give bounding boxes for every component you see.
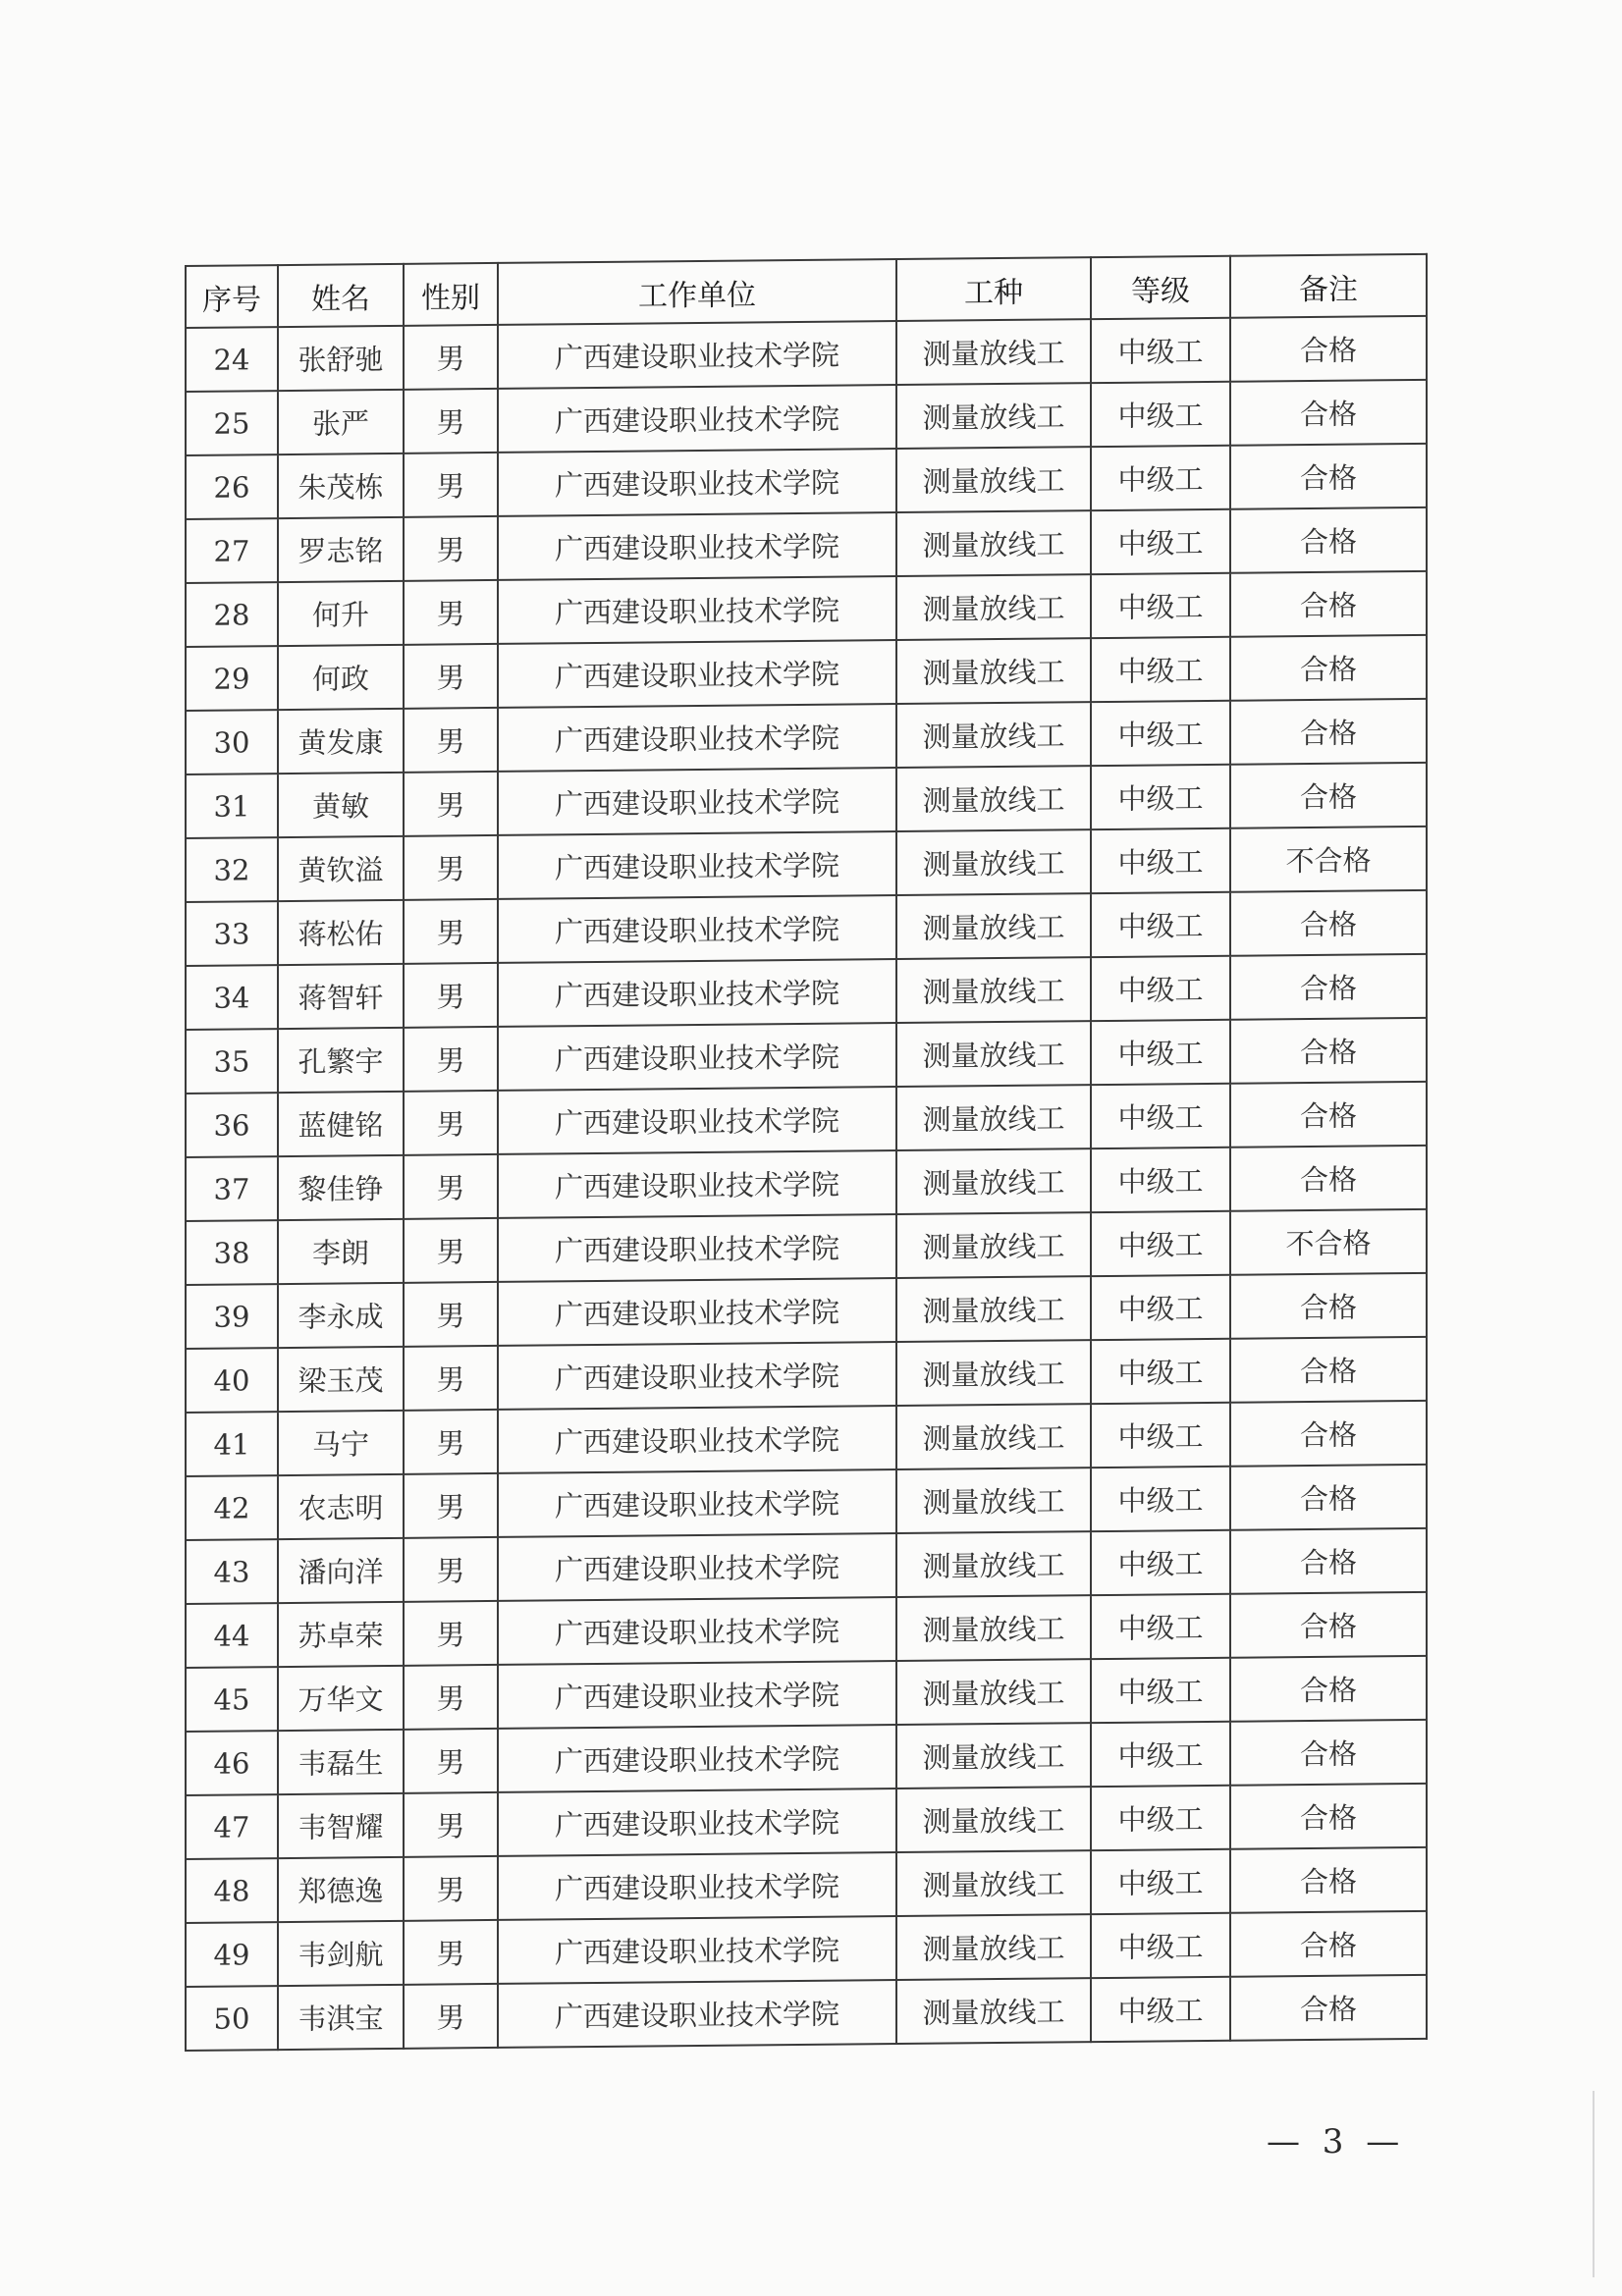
cell-gender: 男 — [404, 963, 498, 1028]
cell-name: 韦智耀 — [278, 1793, 404, 1858]
cell-remarks: 合格 — [1230, 699, 1427, 765]
cell-serial-no: 37 — [186, 1156, 278, 1221]
cell-trade: 测量放线工 — [896, 319, 1091, 385]
cell-trade: 测量放线工 — [896, 1340, 1091, 1406]
cell-name: 黄敏 — [278, 773, 404, 837]
cell-level: 中级工 — [1091, 1084, 1230, 1148]
cell-trade: 测量放线工 — [896, 1404, 1091, 1469]
cell-gender: 男 — [404, 1027, 498, 1092]
cell-level: 中级工 — [1091, 828, 1230, 893]
cell-level: 中级工 — [1091, 637, 1230, 702]
table-row — [186, 1720, 1427, 1795]
cell-trade: 测量放线工 — [896, 1914, 1091, 1980]
cell-gender: 男 — [404, 516, 498, 581]
cell-workplace: 广西建设职业技术学院 — [498, 640, 896, 708]
table-row — [186, 1847, 1427, 1923]
cell-remarks: 合格 — [1230, 1082, 1427, 1148]
cell-gender: 男 — [404, 1984, 498, 2049]
cell-level: 中级工 — [1091, 446, 1230, 510]
cell-name: 韦磊生 — [278, 1730, 404, 1794]
cell-remarks: 合格 — [1230, 1465, 1427, 1530]
cell-workplace: 广西建设职业技术学院 — [498, 1342, 896, 1410]
table-row — [186, 1528, 1427, 1604]
cell-level: 中级工 — [1091, 509, 1230, 574]
cell-gender: 男 — [404, 1473, 498, 1538]
cell-serial-no: 27 — [186, 518, 278, 583]
cell-gender: 男 — [404, 580, 498, 645]
cell-name: 农志明 — [278, 1474, 404, 1539]
cell-gender: 男 — [404, 1410, 498, 1474]
cell-gender: 男 — [404, 1856, 498, 1921]
cell-trade: 测量放线工 — [896, 1659, 1091, 1725]
header-trade: 工种 — [896, 257, 1091, 321]
cell-workplace: 广西建设职业技术学院 — [498, 1916, 896, 1984]
table-row — [186, 571, 1427, 647]
cell-remarks: 合格 — [1230, 1911, 1427, 1977]
cell-remarks: 合格 — [1230, 890, 1427, 956]
cell-workplace: 广西建设职业技术学院 — [498, 321, 896, 389]
cell-level: 中级工 — [1091, 318, 1230, 383]
table-row — [186, 1082, 1427, 1157]
cell-name: 苏卓荣 — [278, 1602, 404, 1667]
cell-workplace: 广西建设职业技术学院 — [498, 959, 896, 1027]
cell-gender: 男 — [404, 1091, 498, 1155]
cell-level: 中级工 — [1091, 1020, 1230, 1085]
cell-workplace: 广西建设职业技术学院 — [498, 704, 896, 772]
cell-level: 中级工 — [1091, 1849, 1230, 1914]
cell-gender: 男 — [404, 772, 498, 836]
cell-serial-no: 41 — [186, 1412, 278, 1476]
cell-remarks: 合格 — [1230, 1720, 1427, 1786]
cell-workplace: 广西建设职业技术学院 — [498, 831, 896, 899]
cell-trade: 测量放线工 — [896, 893, 1091, 959]
cell-remarks: 合格 — [1230, 571, 1427, 637]
cell-workplace: 广西建设职业技术学院 — [498, 1533, 896, 1601]
cell-remarks: 合格 — [1230, 1656, 1427, 1722]
table-row — [186, 1975, 1427, 2051]
cell-workplace: 广西建设职业技术学院 — [498, 449, 896, 516]
page-number: — 3 — — [1267, 2122, 1406, 2162]
cell-name: 黎佳铮 — [278, 1155, 404, 1220]
cell-remarks: 合格 — [1230, 1975, 1427, 2041]
cell-trade: 测量放线工 — [896, 1595, 1091, 1661]
cell-gender: 男 — [404, 1601, 498, 1666]
table-row — [186, 954, 1427, 1030]
header-level: 等级 — [1091, 256, 1230, 319]
cell-serial-no: 39 — [186, 1284, 278, 1349]
cell-serial-no: 24 — [186, 327, 278, 392]
cell-trade: 测量放线工 — [896, 1276, 1091, 1342]
table-row — [186, 444, 1427, 519]
table-row — [186, 1465, 1427, 1540]
cell-name: 蓝健铭 — [278, 1092, 404, 1156]
cell-level: 中级工 — [1091, 1658, 1230, 1723]
cell-trade: 测量放线工 — [896, 383, 1091, 449]
cell-remarks: 合格 — [1230, 1784, 1427, 1849]
cell-workplace: 广西建设职业技术学院 — [498, 1214, 896, 1282]
cell-gender: 男 — [404, 1154, 498, 1219]
cell-trade: 测量放线工 — [896, 1787, 1091, 1852]
cell-gender: 男 — [404, 1665, 498, 1730]
roster-table — [185, 253, 1428, 2052]
cell-remarks: 合格 — [1230, 1847, 1427, 1913]
cell-name: 黄发康 — [278, 709, 404, 774]
cell-workplace: 广西建设职业技术学院 — [498, 1597, 896, 1665]
cell-trade: 测量放线工 — [896, 1531, 1091, 1597]
cell-name: 郑德逸 — [278, 1857, 404, 1922]
cell-workplace: 广西建设职业技术学院 — [498, 1278, 896, 1346]
cell-remarks: 合格 — [1230, 1401, 1427, 1467]
cell-name: 何政 — [278, 645, 404, 710]
cell-gender: 男 — [404, 1346, 498, 1411]
cell-trade: 测量放线工 — [896, 829, 1091, 895]
cell-level: 中级工 — [1091, 1594, 1230, 1659]
cell-serial-no: 28 — [186, 582, 278, 647]
cell-gender: 男 — [404, 835, 498, 900]
cell-level: 中级工 — [1091, 956, 1230, 1021]
cell-remarks: 不合格 — [1230, 827, 1427, 892]
cell-name: 蒋智轩 — [278, 964, 404, 1029]
cell-serial-no: 25 — [186, 391, 278, 455]
cell-workplace: 广西建设职业技术学院 — [498, 1023, 896, 1091]
cell-trade: 测量放线工 — [896, 447, 1091, 512]
cell-name: 李朗 — [278, 1219, 404, 1284]
cell-workplace: 广西建设职业技术学院 — [498, 1469, 896, 1537]
cell-workplace: 广西建设职业技术学院 — [498, 1150, 896, 1218]
cell-level: 中级工 — [1091, 892, 1230, 957]
cell-gender: 男 — [404, 899, 498, 964]
table-row — [186, 890, 1427, 966]
cell-remarks: 合格 — [1230, 1146, 1427, 1211]
cell-remarks: 合格 — [1230, 763, 1427, 828]
table-row — [186, 1911, 1427, 1987]
cell-serial-no: 29 — [186, 646, 278, 711]
cell-workplace: 广西建设职业技术学院 — [498, 768, 896, 835]
cell-trade: 测量放线工 — [896, 1212, 1091, 1278]
cell-level: 中级工 — [1091, 382, 1230, 447]
cell-workplace: 广西建设职业技术学院 — [498, 1406, 896, 1473]
cell-serial-no: 46 — [186, 1731, 278, 1795]
cell-serial-no: 48 — [186, 1858, 278, 1923]
cell-serial-no: 38 — [186, 1220, 278, 1285]
cell-workplace: 广西建设职业技术学院 — [498, 1661, 896, 1729]
table-body — [186, 316, 1427, 2051]
cell-level: 中级工 — [1091, 701, 1230, 766]
cell-name: 何升 — [278, 581, 404, 646]
table-row — [186, 1784, 1427, 1859]
cell-trade: 测量放线工 — [896, 1085, 1091, 1150]
cell-level: 中级工 — [1091, 1148, 1230, 1212]
cell-trade: 测量放线工 — [896, 1468, 1091, 1533]
table-row — [186, 827, 1427, 902]
cell-serial-no: 30 — [186, 710, 278, 774]
table-row — [186, 1592, 1427, 1668]
cell-level: 中级工 — [1091, 1467, 1230, 1531]
cell-serial-no: 44 — [186, 1603, 278, 1668]
cell-serial-no: 49 — [186, 1922, 278, 1987]
cell-serial-no: 50 — [186, 1986, 278, 2051]
table-row — [186, 1146, 1427, 1221]
cell-workplace: 广西建设职业技术学院 — [498, 1980, 896, 2048]
cell-remarks: 合格 — [1230, 635, 1427, 701]
cell-workplace: 广西建设职业技术学院 — [498, 1789, 896, 1856]
cell-trade: 测量放线工 — [896, 1021, 1091, 1087]
cell-gender: 男 — [404, 708, 498, 773]
table-row — [186, 507, 1427, 583]
cell-workplace: 广西建设职业技术学院 — [498, 576, 896, 644]
cell-gender: 男 — [404, 389, 498, 454]
cell-name: 张舒驰 — [278, 326, 404, 391]
cell-remarks: 合格 — [1230, 1273, 1427, 1339]
table-row — [186, 1209, 1427, 1285]
scan-edge-mark — [1593, 2091, 1595, 2277]
table-row — [186, 1401, 1427, 1476]
cell-level: 中级工 — [1091, 1339, 1230, 1404]
cell-name: 蒋松佑 — [278, 900, 404, 965]
table-row — [186, 1337, 1427, 1413]
cell-serial-no: 26 — [186, 454, 278, 519]
cell-trade: 测量放线工 — [896, 957, 1091, 1023]
table-row — [186, 699, 1427, 774]
cell-trade: 测量放线工 — [896, 1723, 1091, 1789]
cell-level: 中级工 — [1091, 573, 1230, 638]
header-name: 姓名 — [278, 264, 404, 327]
cell-serial-no: 47 — [186, 1794, 278, 1859]
cell-level: 中级工 — [1091, 1530, 1230, 1595]
cell-remarks: 合格 — [1230, 1018, 1427, 1084]
cell-level: 中级工 — [1091, 1786, 1230, 1850]
cell-trade: 测量放线工 — [896, 702, 1091, 768]
cell-serial-no: 43 — [186, 1539, 278, 1604]
cell-level: 中级工 — [1091, 1211, 1230, 1276]
cell-level: 中级工 — [1091, 1403, 1230, 1468]
table-row — [186, 1018, 1427, 1094]
cell-serial-no: 42 — [186, 1475, 278, 1540]
cell-workplace: 广西建设职业技术学院 — [498, 1725, 896, 1792]
cell-remarks: 合格 — [1230, 1528, 1427, 1594]
cell-trade: 测量放线工 — [896, 1148, 1091, 1214]
table-row — [186, 1656, 1427, 1732]
cell-gender: 男 — [404, 325, 498, 390]
cell-workplace: 广西建设职业技术学院 — [498, 512, 896, 580]
roster-table-wrapper — [185, 253, 1426, 2052]
table-row — [186, 763, 1427, 838]
cell-remarks: 合格 — [1230, 316, 1427, 382]
cell-level: 中级工 — [1091, 1913, 1230, 1978]
cell-name: 孔繁宇 — [278, 1028, 404, 1093]
cell-workplace: 广西建设职业技术学院 — [498, 895, 896, 963]
table-row — [186, 316, 1427, 392]
header-workplace: 工作单位 — [498, 259, 896, 325]
table-row — [186, 635, 1427, 711]
cell-name: 梁玉茂 — [278, 1347, 404, 1412]
cell-trade: 测量放线工 — [896, 638, 1091, 704]
cell-gender: 男 — [404, 1792, 498, 1857]
cell-workplace: 广西建设职业技术学院 — [498, 385, 896, 453]
cell-serial-no: 35 — [186, 1029, 278, 1094]
cell-serial-no: 40 — [186, 1348, 278, 1413]
cell-serial-no: 33 — [186, 901, 278, 966]
cell-trade: 测量放线工 — [896, 1978, 1091, 2044]
cell-serial-no: 32 — [186, 837, 278, 902]
cell-remarks: 合格 — [1230, 444, 1427, 509]
cell-trade: 测量放线工 — [896, 1850, 1091, 1916]
cell-trade: 测量放线工 — [896, 574, 1091, 640]
cell-gender: 男 — [404, 1729, 498, 1793]
cell-gender: 男 — [404, 1920, 498, 1985]
cell-name: 韦淇宝 — [278, 1985, 404, 2050]
cell-serial-no: 36 — [186, 1093, 278, 1157]
cell-remarks: 合格 — [1230, 954, 1427, 1020]
cell-serial-no: 34 — [186, 965, 278, 1030]
header-remarks: 备注 — [1230, 254, 1427, 318]
cell-workplace: 广西建设职业技术学院 — [498, 1087, 896, 1154]
cell-level: 中级工 — [1091, 1977, 1230, 2042]
cell-name: 万华文 — [278, 1666, 404, 1731]
cell-name: 马宁 — [278, 1411, 404, 1475]
cell-remarks: 合格 — [1230, 1337, 1427, 1403]
cell-gender: 男 — [404, 453, 498, 517]
cell-gender: 男 — [404, 1282, 498, 1347]
cell-remarks: 合格 — [1230, 1592, 1427, 1658]
header-serial-no: 序号 — [186, 265, 278, 328]
cell-trade: 测量放线工 — [896, 510, 1091, 576]
cell-level: 中级工 — [1091, 1275, 1230, 1340]
cell-level: 中级工 — [1091, 765, 1230, 829]
cell-level: 中级工 — [1091, 1722, 1230, 1787]
cell-name: 罗志铭 — [278, 517, 404, 582]
header-gender: 性别 — [404, 263, 498, 326]
cell-remarks: 合格 — [1230, 380, 1427, 446]
cell-gender: 男 — [404, 644, 498, 709]
table-row — [186, 1273, 1427, 1349]
cell-name: 潘向洋 — [278, 1538, 404, 1603]
cell-serial-no: 31 — [186, 774, 278, 838]
cell-trade: 测量放线工 — [896, 766, 1091, 831]
cell-serial-no: 45 — [186, 1667, 278, 1732]
cell-remarks: 合格 — [1230, 507, 1427, 573]
cell-name: 韦剑航 — [278, 1921, 404, 1986]
cell-remarks: 不合格 — [1230, 1209, 1427, 1275]
cell-gender: 男 — [404, 1218, 498, 1283]
table-row — [186, 380, 1427, 455]
cell-name: 张严 — [278, 390, 404, 454]
cell-name: 李永成 — [278, 1283, 404, 1348]
cell-name: 朱茂栋 — [278, 454, 404, 518]
cell-name: 黄钦溢 — [278, 836, 404, 901]
cell-workplace: 广西建设职业技术学院 — [498, 1852, 896, 1920]
cell-gender: 男 — [404, 1537, 498, 1602]
